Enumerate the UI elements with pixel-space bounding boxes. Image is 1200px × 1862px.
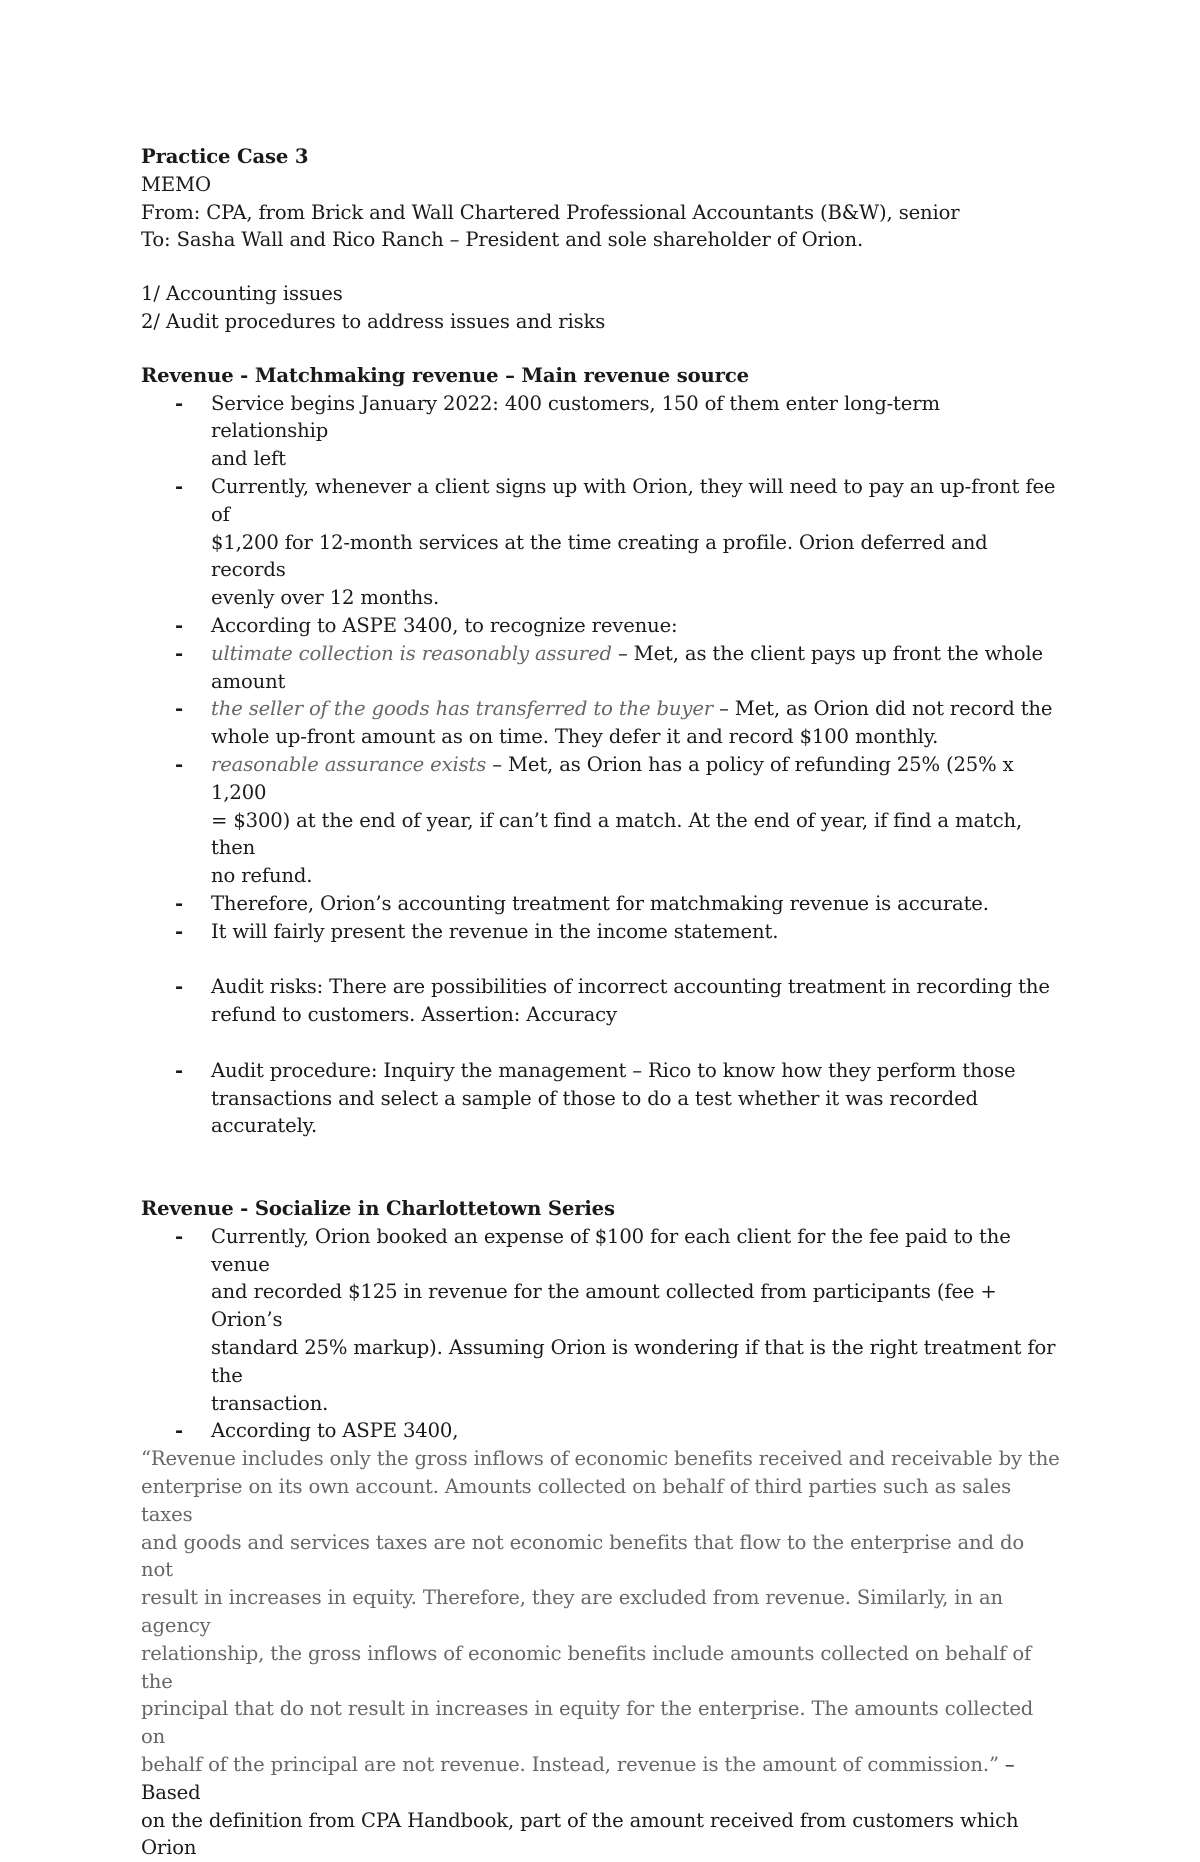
criterion-comment: – Met, as Orion has a policy of refunding 25% (25% x 1,200 = $300) at the end of year, if can’t find a match. At the end of year, if find a match, then no refund. bbox=[211, 752, 1023, 888]
socialize-bullet-list bbox=[141, 1223, 1061, 1445]
document-title: Practice Case 3 bbox=[141, 145, 309, 168]
list-item: - According to ASPE 3400, bbox=[141, 1417, 1061, 1445]
section-heading-matchmaking: Revenue - Matchmaking revenue – Main revenue source bbox=[141, 363, 749, 387]
matchmaking-bullet-list bbox=[141, 390, 1061, 1141]
criterion-comment: – Met, as Orion did not record the whole up-front amount as on time. They defer it and record $100 monthly. bbox=[211, 697, 1053, 749]
list-item bbox=[141, 640, 1061, 696]
memo-to: To: Sasha Wall and Rico Ranch – President and sole shareholder of Orion. bbox=[141, 228, 864, 252]
section-heading-socialize: Revenue - Socialize in Charlottetown Series bbox=[141, 1197, 615, 1221]
criterion-comment: – Met, as the client pays up front the whole amount bbox=[211, 641, 1043, 693]
list-item: - Service begins January 2022: 400 customers, 150 of them enter long-term relationship and left bbox=[141, 390, 1061, 473]
aspe-quote-paragraph bbox=[141, 1445, 1061, 1862]
aspe-quote: “Revenue includes only the gross inflows of economic benefits received and receivable by the enterprise on its own account. Amounts collected on behalf of third parties such as sales taxes and goods and services taxes are not economic benefits that flow to the enterprise and do not result in increases in equity. Therefore, they are excluded from revenue. Similarly, in an agency relationship, the gross inflows of economic benefits include amounts collected on behalf of the principal that do not result in increases in equity for the enterprise. The amounts collected on behalf of the principal are not revenue. Instead, revenue is the amount of commission.” bbox=[141, 1447, 1060, 1777]
list-item: - Currently, whenever a client signs up with Orion, they will need to pay an up-front fee of $1,200 for 12-month services at the time creating a profile. Orion deferred and records evenly over 12 months. bbox=[141, 473, 1061, 612]
agenda-item: 1/ Accounting issues bbox=[141, 282, 343, 306]
criterion-text: reasonable assurance exists bbox=[211, 752, 487, 776]
list-item: - According to ASPE 3400, to recognize revenue: bbox=[141, 612, 1061, 640]
document-page bbox=[141, 143, 1061, 1862]
list-item bbox=[141, 751, 1061, 890]
audit-risk-item: - Audit risks: There are possibilities of incorrect accounting treatment in recording the refund to customers. Assertion: Accuracy bbox=[141, 973, 1061, 1029]
list-item: - Therefore, Orion’s accounting treatment for matchmaking revenue is accurate. bbox=[141, 890, 1061, 918]
agenda-item: 2/ Audit procedures to address issues and risks bbox=[141, 309, 606, 333]
list-item: - Currently, Orion booked an expense of $100 for each client for the fee paid to the venue and recorded $125 in revenue for the amount collected from participants (fee + Orion’s standard 25% markup). Assuming Orion is wondering if that is the right treatment for the transaction. bbox=[141, 1223, 1061, 1418]
quote-followup: – Based on the definition from CPA Handbook, part of the amount received from customers which Orion bbox=[141, 1753, 1019, 1860]
audit-procedure-item: - Audit procedure: Inquiry the management – Rico to know how they perform those transactions and select a sample of those to do a test whether it was recorded accurately. bbox=[141, 1057, 1061, 1140]
criterion-text: ultimate collection is reasonably assured bbox=[211, 641, 612, 665]
list-item bbox=[141, 695, 1061, 751]
criterion-text: the seller of the goods has transferred to the buyer bbox=[211, 697, 713, 721]
memo-from: From: CPA, from Brick and Wall Chartered Professional Accountants (B&W), senior bbox=[141, 200, 960, 224]
list-item: - It will fairly present the revenue in the income statement. bbox=[141, 918, 1061, 946]
memo-label: MEMO bbox=[141, 172, 211, 196]
